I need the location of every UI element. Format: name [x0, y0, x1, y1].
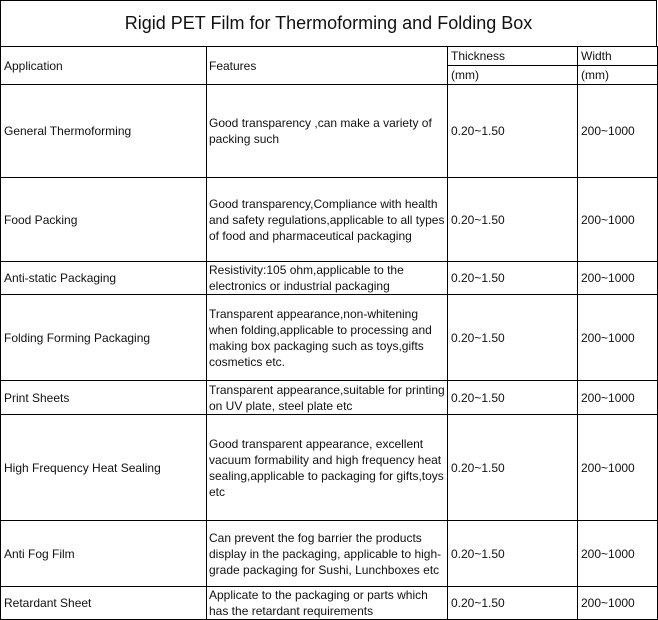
cell-application: General Thermoforming	[1, 85, 207, 178]
product-table	[0, 46, 658, 620]
table-row	[1, 587, 658, 620]
cell-thickness: 0.20~1.50	[448, 587, 578, 620]
cell-thickness: 0.20~1.50	[448, 262, 578, 295]
cell-application: Folding Forming Packaging	[1, 295, 207, 381]
cell-features: Good transparency ,can make a variety of packing such	[207, 85, 448, 178]
cell-application: High Frequency Heat Sealing	[1, 415, 207, 521]
cell-thickness: 0.20~1.50	[448, 521, 578, 587]
cell-width: 200~1000	[578, 415, 658, 521]
cell-thickness: 0.20~1.50	[448, 85, 578, 178]
cell-features: Transparent appearance,non-whitening when folding,applicable to processing and making box packaging such as toys,gifts cosmetics etc.	[207, 295, 448, 381]
header-width: Width	[578, 47, 658, 66]
cell-thickness: 0.20~1.50	[448, 381, 578, 415]
header-application: Application	[1, 47, 207, 85]
header-row-top	[1, 47, 658, 66]
cell-features: Good transparency,Compliance with health and safety regulations,applicable to all types of food and pharmaceutical packaging	[207, 178, 448, 262]
cell-thickness: 0.20~1.50	[448, 295, 578, 381]
cell-width: 200~1000	[578, 85, 658, 178]
cell-thickness: 0.20~1.50	[448, 415, 578, 521]
cell-application: Food Packing	[1, 178, 207, 262]
cell-application: Anti Fog Film	[1, 521, 207, 587]
cell-features: Can prevent the fog barrier the products display in the packaging, applicable to high-grade packaging for Sushi, Lunchboxes etc	[207, 521, 448, 587]
table-title: Rigid PET Film for Thermoforming and Folding Box	[0, 0, 657, 46]
cell-application: Anti-static Packaging	[1, 262, 207, 295]
header-thickness-unit: (mm)	[448, 66, 578, 85]
cell-features: Good transparent appearance, excellent vacuum formability and high frequency heat sealing,applicable to packaging for gifts,toys etc	[207, 415, 448, 521]
cell-features: Applicate to the packaging or parts which has the retardant requirements	[207, 587, 448, 620]
cell-width: 200~1000	[578, 587, 658, 620]
cell-features: Resistivity:105 ohm,applicable to the electronics or industrial packaging	[207, 262, 448, 295]
table-row	[1, 178, 658, 262]
cell-application: Print Sheets	[1, 381, 207, 415]
header-features: Features	[207, 47, 448, 85]
table-row	[1, 295, 658, 381]
table-row	[1, 85, 658, 178]
cell-width: 200~1000	[578, 521, 658, 587]
cell-application: Retardant Sheet	[1, 587, 207, 620]
header-thickness: Thickness	[448, 47, 578, 66]
cell-features: Transparent appearance,suitable for printing on UV plate, steel plate etc	[207, 381, 448, 415]
table-row	[1, 415, 658, 521]
cell-width: 200~1000	[578, 381, 658, 415]
table-row	[1, 521, 658, 587]
cell-width: 200~1000	[578, 295, 658, 381]
header-width-unit: (mm)	[578, 66, 658, 85]
table-row	[1, 381, 658, 415]
table-row	[1, 262, 658, 295]
cell-width: 200~1000	[578, 262, 658, 295]
cell-width: 200~1000	[578, 178, 658, 262]
cell-thickness: 0.20~1.50	[448, 178, 578, 262]
